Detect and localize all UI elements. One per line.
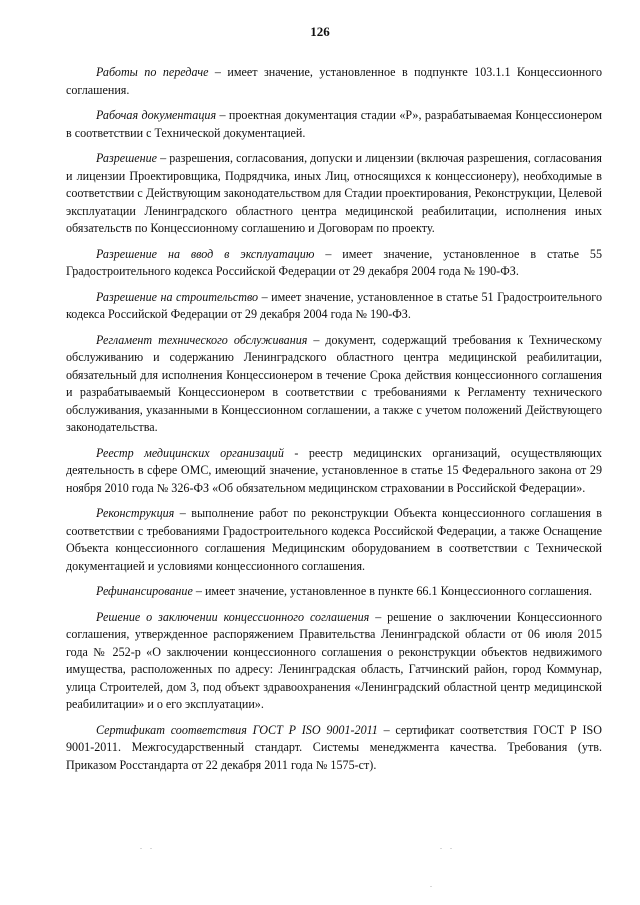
definitions-list (66, 64, 602, 782)
definition: – имеет значение, установленное в статье 55 Градостроительного кодекса Российской Федерации от 29 декабря 2004 года № 190-ФЗ. (66, 246, 603, 278)
definition: – документ, содержащий требования к Техническому обслуживанию и содержанию Ленинградского областного центра медицинской реабилитации, обязательный для исполнения Концессионером в течение Срока действия концессионного соглашения и разрабатываемый Концессионером в соответствии с требованиями к Регламенту технического обслуживания, указанными в Концессионном соглашении, а также с учетом положений Действующего законодательства. (66, 332, 602, 434)
definition-entry (66, 505, 602, 575)
definition-entry (66, 332, 602, 437)
definition: – имеет значение, установленное в пункте 66.1 Концессионного соглашения. (192, 584, 593, 598)
definition-entry (66, 246, 602, 281)
term: Реконструкция (96, 506, 175, 520)
term: Рабочая документация (96, 108, 217, 122)
definition-entry (66, 583, 602, 601)
definition-entry (66, 150, 602, 238)
definition-entry (66, 722, 602, 775)
definition: - реестр медицинских организаций, осуществляющих деятельность в сфере ОМС, имеющий значение, установленное в статье 15 Федерального закона от 29 ноября 2010 года № 326-ФЗ «Об обязательном медицинском страховании в Российской Федерации». (66, 445, 602, 495)
term: Сертификат соответствия ГОСТ Р ISO 9001-2011 (96, 722, 378, 737)
definition: – выполнение работ по реконструкции Объекта концессионного соглашения в соответствии с требованиями Градостроительного кодекса Российской Федерации, а также Оснащение Объекта концессионного соглашения Медицинским оборудованием в соответствии с Технической документацией и условиями концессионного соглашения. (66, 506, 602, 573)
definition: – сертификат соответствия ГОСТ Р ISO 9001-2011. Межгосударственный стандарт. Системы менеджмента качества. Требования (утв. Приказом Росстандарта от 22 декабря 2011 года № 1575-ст). (66, 722, 602, 772)
page-number: 126 (310, 24, 330, 39)
definition-entry (66, 64, 602, 99)
definition: – имеет значение, установленное в подпункте 103.1.1 Концессионного соглашения. (66, 65, 602, 97)
term: Решение о заключении концессионного соглашения (96, 609, 370, 624)
scan-speck: . . (140, 842, 155, 851)
definition-entry (66, 609, 602, 714)
scan-speck: . . (440, 842, 455, 851)
term: Рефинансирование (96, 584, 193, 598)
definition-entry (66, 445, 602, 498)
scan-speck: . (430, 880, 435, 889)
definition: – имеет значение, установленное в статье 51 Градостроительного кодекса Российской Федерации от 29 декабря 2004 года № 190-ФЗ. (66, 289, 603, 321)
definition: – разрешения, согласования, допуски и лицензии (включая разрешения, согласования и лицензии Проектировщика, Подрядчика, иных Лиц, относящихся к концессионеру), необходимые в соответствии с Действующим законодательством для Стадии проектирования, Реконструкции, Целевой эксплуатации Ленинградского областного центра медицинской реабилитации, исполнения иных обязательств по Концессионному соглашению и Договорам по проекту. (66, 151, 602, 235)
term: Разрешение на строительство (96, 289, 259, 304)
definition-entry (66, 107, 602, 142)
term: Реестр медицинских организаций (96, 445, 284, 460)
term: Регламент технического обслуживания (96, 332, 308, 347)
definition: – решение о заключении Концессионного соглашения, утвержденное распоряжением Правительства Ленинградской области от 06 июля 2015 года № 252-р «О заключении концессионного соглашения о реконструкции объектов недвижимого имущества, расположенных по адресу: Ленинградская область, Гатчинский район, город Коммунар, улица Строителей, дом 3, под объект здравоохранения «Ленинградский областной центр медицинской реабилитации» и о его эксплуатации». (66, 609, 602, 711)
term: Разрешение на ввод в эксплуатацию (96, 246, 315, 261)
term: Разрешение (96, 151, 158, 165)
term: Работы по передаче (96, 65, 209, 79)
definition-entry (66, 289, 602, 324)
definition: – проектная документация стадии «Р», разрабатываемая Концессионером в соответствии с Технической документацией. (66, 108, 602, 140)
